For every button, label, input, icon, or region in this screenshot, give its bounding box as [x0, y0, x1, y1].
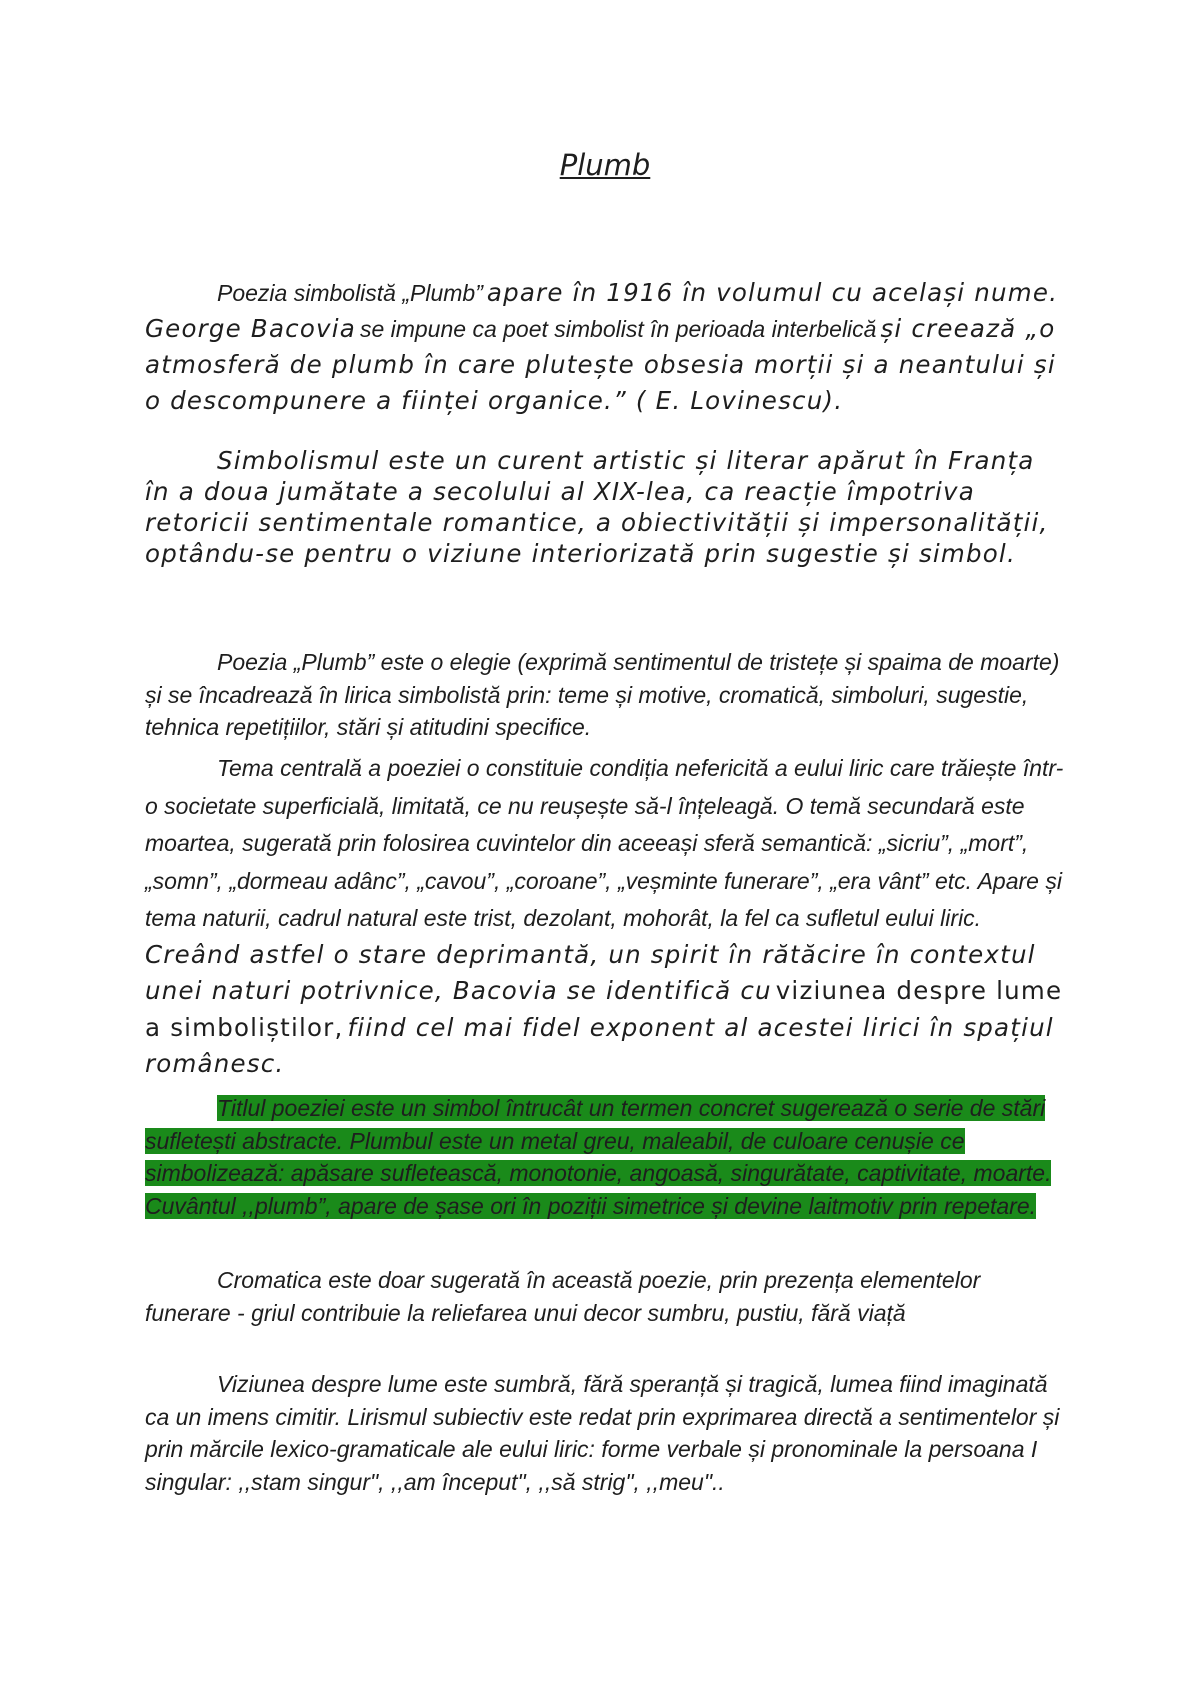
theme-part-b: Creând astfel o stare deprimantă, un spirit în rătăcire în contextul unei naturi potrivnice, Bacovia se identifică cu	[145, 939, 1036, 1005]
paragraph-worldview	[145, 1368, 1065, 1498]
document-title: Plumb	[559, 148, 651, 182]
title-symbol-text: Titlul poeziei este un simbol întrucât un termen concret sugerează o serie de stări sufletești abstracte. Plumbul este un metal greu, maleabil, de culoare cenușie ce simbolizează: apăsare sufletească, monotonie, angoasă, singurătate, captivitate, moarte. Cuvântul ,,plumb”, apare de șase ori în poziții simetrice și devine laitmotiv prin repetare.	[145, 1095, 1052, 1219]
worldview-text: Viziunea despre lume este sumbră, fără speranță și tragică, lumea fiind imaginată ca un imens cimitir. Lirismul subiectiv este redat prin exprimarea directă a sentimentelor și prin mărcile lexico-gramaticale ale eului liric: forme verbale și pronominale la persoana I singular: ,,stam singur", ,,am început", ,,să strig", ,,meu"..	[145, 1371, 1060, 1495]
paragraph-elegy	[145, 646, 1065, 744]
theme-part-c: viziunea despre lume a simboliștilor,	[145, 976, 1063, 1042]
intro-part-a: Poezia simbolistă „Plumb”	[217, 280, 483, 306]
paragraph-title-symbol	[145, 1092, 1065, 1222]
symbolism-text: Simbolismul este un curent artistic și literar apărut în Franța în a doua jumătate a secolului al XIX-lea, ca reacție împotriva retoricii sentimentale romantice, a obiectivității și impersonalității, optându-se pentru o viziune interiorizată prin sugestie și simbol.	[145, 446, 1049, 568]
theme-part-d: fiind cel mai fidel exponent al acestei lirici în spațiul românesc.	[145, 1012, 1054, 1078]
theme-part-a: Tema centrală a poeziei o constituie condiția nefericită a eului liric care trăiește într-o societate superficială, limitată, ce nu reușește să-l înțeleagă. O temă secundară este moartea, sugerată prin folosirea cuvintelor din aceeași sferă semantică: „sicriu”, „mort”, „somn”, „dormeau adânc”, „cavou”, „coroane”, „veșminte funerare”, „era vânt” etc. Apare și tema naturii, cadrul natural este trist, dezolant, mohorât, la fel ca sufletul eului liric.	[145, 755, 1064, 931]
paragraph-chromatics	[145, 1264, 1065, 1329]
intro-part-c: se impune ca poet simbolist în perioada interbelică	[359, 316, 877, 342]
paragraph-symbolism	[145, 445, 1065, 569]
elegy-text: Poezia „Plumb” este o elegie (exprimă sentimentul de tristețe și spaima de moarte) și se încadrează în lirica simbolistă prin: teme și motive, cromatică, simboluri, sugestie, tehnica repetițiilor, stări și atitudini specifice.	[145, 649, 1060, 740]
intro-part-d: și creează „o atmosferă de plumb în care plutește obsesia morții și a neantului și o descompunere a ființei organice.” ( E. Lovinescu).	[145, 314, 1056, 415]
chromatics-text: Cromatica este doar sugerată în această poezie, prin prezența elementelor funerare - griul contribuie la reliefarea unui decor sumbru, pustiu, fără viață	[145, 1267, 981, 1326]
paragraph-theme	[145, 751, 1065, 1085]
paragraph-intro	[145, 276, 1065, 420]
intro-part-b: apare în 1916 în volumul cu același nume. George Bacovia	[145, 278, 1059, 343]
